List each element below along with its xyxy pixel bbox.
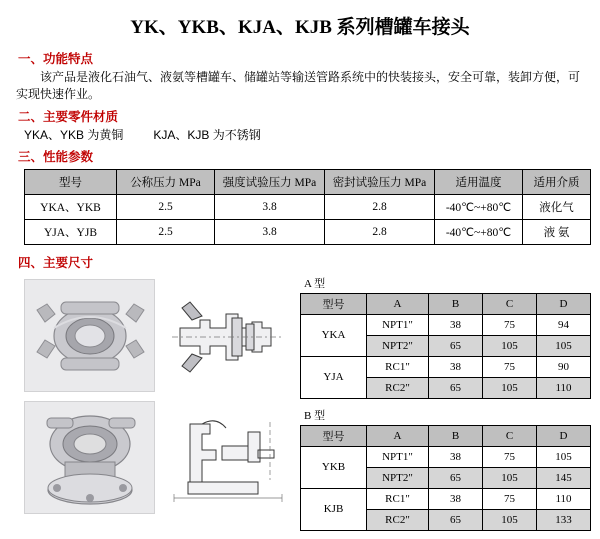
dimB-r0-d: 105 xyxy=(537,446,591,467)
dimA-r2-a: RC1" xyxy=(367,356,429,377)
coupling-drawing-a xyxy=(161,279,292,392)
perf-col-2: 强度试验压力 MPa xyxy=(215,169,325,194)
dimB-r3-c: 105 xyxy=(483,509,537,530)
dimB-col-0: 型号 xyxy=(301,425,367,446)
table-row xyxy=(301,446,591,467)
perf-r0-c1: 2.5 xyxy=(117,194,215,219)
perf-r1-c0: YJA、YJB xyxy=(25,219,117,244)
dimB-col-2: B xyxy=(429,425,483,446)
materials-line xyxy=(24,127,586,144)
perf-r1-c1: 2.5 xyxy=(117,219,215,244)
coupling-drawing-b xyxy=(161,401,292,514)
dimA-r1-b: 65 xyxy=(429,335,483,356)
dimension-table-b xyxy=(300,425,591,531)
photo-row-a xyxy=(24,279,296,392)
dimB-r2-a: RC1" xyxy=(367,488,429,509)
dimA-model-yja: YJA xyxy=(301,356,367,398)
dimB-r3-b: 65 xyxy=(429,509,483,530)
dimB-r0-b: 38 xyxy=(429,446,483,467)
dimB-r2-d: 110 xyxy=(537,488,591,509)
dimB-r1-b: 65 xyxy=(429,467,483,488)
dim-table-a-label: A 型 xyxy=(304,277,326,290)
dimB-r3-a: RC2" xyxy=(367,509,429,530)
photo-row-b xyxy=(24,401,296,514)
coupling-drawing-a-graphic xyxy=(162,280,292,392)
section-heading-features: 一、功能特点 xyxy=(18,52,94,66)
table-row xyxy=(301,314,591,335)
dimB-r1-d: 145 xyxy=(537,467,591,488)
dimension-tables xyxy=(300,275,596,539)
perf-r1-c5: 液 氨 xyxy=(523,219,591,244)
dimA-r0-d: 94 xyxy=(537,314,591,335)
perf-col-3: 密封试验压力 MPa xyxy=(325,169,435,194)
table-header-row xyxy=(25,169,591,194)
perf-r0-c5: 液化气 xyxy=(523,194,591,219)
dimB-r3-d: 133 xyxy=(537,509,591,530)
dimA-r3-d: 110 xyxy=(537,377,591,398)
dimA-r1-d: 105 xyxy=(537,335,591,356)
materials-right: KJA、KJB 为不锈钢 xyxy=(153,127,261,142)
dimA-r2-c: 75 xyxy=(483,356,537,377)
section-heading-dimensions: 四、主要尺寸 xyxy=(18,255,94,270)
coupling-drawing-b-graphic xyxy=(162,402,292,514)
perf-r0-c3: 2.8 xyxy=(325,194,435,219)
dimB-r0-c: 75 xyxy=(483,446,537,467)
dimA-col-0: 型号 xyxy=(301,293,367,314)
section-heading-performance: 三、性能参数 xyxy=(18,149,94,164)
dimA-col-3: C xyxy=(483,293,537,314)
table-header-row xyxy=(301,293,591,314)
dimension-table-a xyxy=(300,293,591,399)
perf-col-0: 型号 xyxy=(25,169,117,194)
dimB-r2-b: 38 xyxy=(429,488,483,509)
dimB-model-ykb: YKB xyxy=(301,446,367,488)
dimB-col-1: A xyxy=(367,425,429,446)
dimA-r1-a: NPT2" xyxy=(367,335,429,356)
table-row xyxy=(25,219,591,244)
dimB-r2-c: 75 xyxy=(483,488,537,509)
dimB-r1-a: NPT2" xyxy=(367,467,429,488)
dimA-r0-a: NPT1" xyxy=(367,314,429,335)
dimA-r2-b: 38 xyxy=(429,356,483,377)
table-row xyxy=(301,488,591,509)
features-body: 该产品是液化石油气、液氨等槽罐车、储罐站等输送管路系统中的快装接头，安全可靠，装卸方便，可实现快速作业。 xyxy=(16,70,581,102)
page-title: YK、YKB、KJA、KJB 系列槽罐车接头 xyxy=(130,17,470,38)
coupling-photo-b-graphic xyxy=(25,402,155,514)
dimB-model-kjb: KJB xyxy=(301,488,367,530)
perf-col-1: 公称压力 MPa xyxy=(117,169,215,194)
table-header-row xyxy=(301,425,591,446)
perf-r1-c4: -40℃~+80℃ xyxy=(435,219,523,244)
dim-table-b-label: B 型 xyxy=(304,409,326,422)
coupling-photo-a-graphic xyxy=(25,280,155,392)
dimA-r1-c: 105 xyxy=(483,335,537,356)
perf-r0-c4: -40℃~+80℃ xyxy=(435,194,523,219)
perf-col-4: 适用温度 xyxy=(435,169,523,194)
dimA-r3-c: 105 xyxy=(483,377,537,398)
perf-col-5: 适用介质 xyxy=(523,169,591,194)
dimB-col-3: C xyxy=(483,425,537,446)
dimA-r0-c: 75 xyxy=(483,314,537,335)
performance-table xyxy=(24,169,591,245)
perf-r0-c0: YKA、YKB xyxy=(25,194,117,219)
dimB-r0-a: NPT1" xyxy=(367,446,429,467)
dimA-r0-b: 38 xyxy=(429,314,483,335)
dimB-r1-c: 105 xyxy=(483,467,537,488)
section-heading-materials: 二、主要零件材质 xyxy=(18,109,119,124)
photo-column xyxy=(24,279,296,523)
perf-r0-c2: 3.8 xyxy=(215,194,325,219)
dimA-r3-b: 65 xyxy=(429,377,483,398)
table-row xyxy=(25,194,591,219)
coupling-photo-a xyxy=(24,279,155,392)
materials-left: YKA、YKB 为黄铜 xyxy=(24,127,124,142)
dimA-r3-a: RC2" xyxy=(367,377,429,398)
coupling-photo-b xyxy=(24,401,155,514)
perf-r1-c2: 3.8 xyxy=(215,219,325,244)
dimA-col-4: D xyxy=(537,293,591,314)
perf-r1-c3: 2.8 xyxy=(325,219,435,244)
dimA-r2-d: 90 xyxy=(537,356,591,377)
dimA-model-yka: YKA xyxy=(301,314,367,356)
dimensions-section xyxy=(10,275,590,525)
dimB-col-4: D xyxy=(537,425,591,446)
dimA-col-1: A xyxy=(367,293,429,314)
dimA-col-2: B xyxy=(429,293,483,314)
table-row xyxy=(301,356,591,377)
